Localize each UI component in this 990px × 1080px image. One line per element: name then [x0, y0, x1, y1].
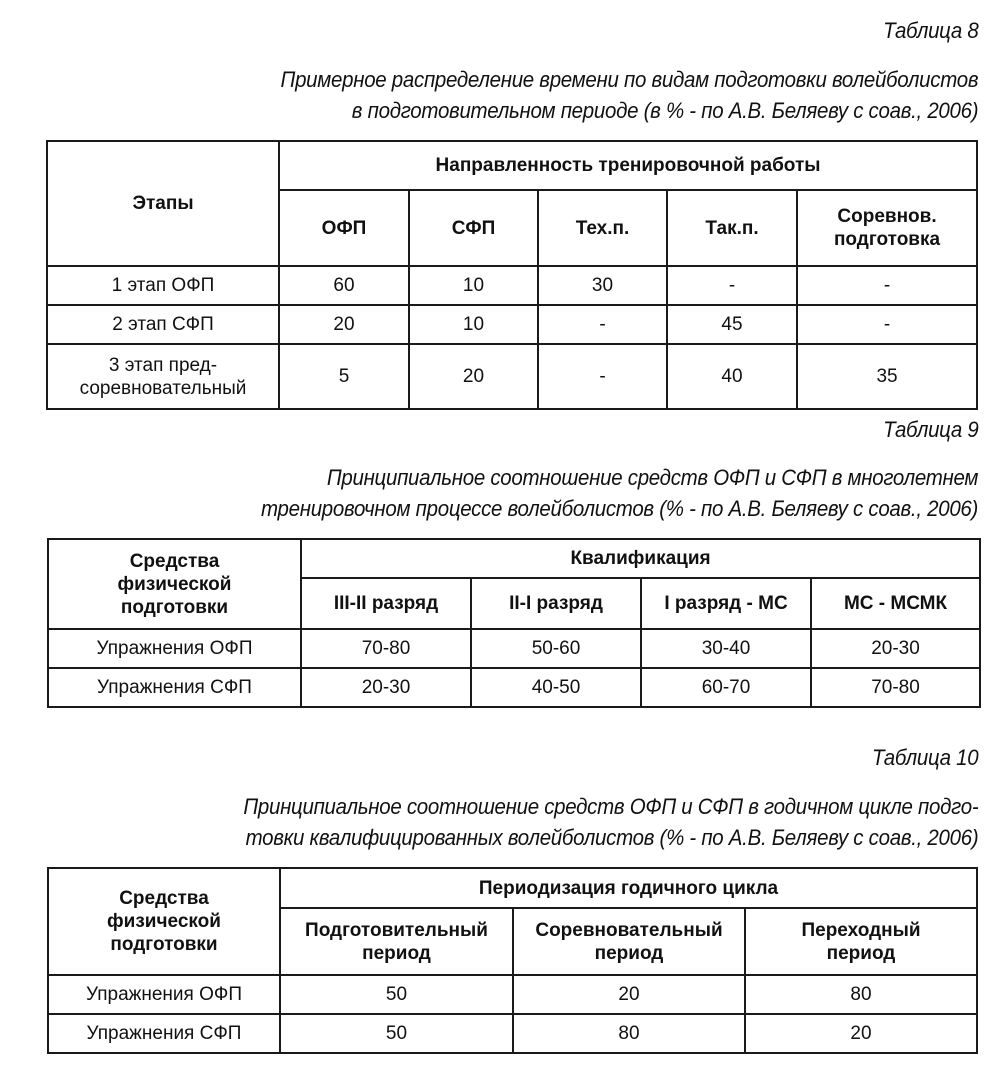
cell: 35: [797, 344, 977, 409]
cell: 70-80: [301, 629, 471, 668]
table-8-label: Таблица 8: [882, 18, 978, 43]
row-label-text: 3 этап пред-: [108, 354, 218, 376]
cell: 10: [409, 305, 538, 344]
row-header-text: физической: [107, 911, 221, 932]
cell: 5: [279, 344, 409, 409]
cell: 50: [280, 975, 513, 1014]
row-header-stages: Этапы: [47, 141, 279, 266]
cell: 60: [279, 266, 409, 305]
column-header: [513, 908, 745, 975]
column-header: [745, 908, 977, 975]
row-label: [47, 344, 279, 409]
column-header-text: подготовка: [833, 229, 941, 250]
column-header-text: Подготовительный: [305, 919, 488, 941]
cell: -: [667, 266, 797, 305]
group-header-qualification: Квалификация: [301, 539, 980, 578]
cell: 40-50: [471, 668, 641, 707]
cell: 10: [409, 266, 538, 305]
row-label: Упражнения ОФП: [48, 975, 280, 1014]
table-9-title-line: Принципиальное соотношение средств ОФП и СФП в многолетнем: [326, 465, 979, 490]
column-header: II-I разряд: [471, 578, 641, 629]
table-9: [47, 538, 981, 708]
table-10-title-line: Принципиальное соотношение средств ОФП и СФП в годичном цикле подго-: [242, 794, 978, 819]
group-header-annual-cycle: Периодизация годичного цикла: [280, 868, 977, 908]
table-8-title-line: в подготовительном периоде (в % - по А.В. Беляеву с соав., 2006): [351, 98, 978, 123]
cell: 20: [279, 305, 409, 344]
column-header-text: период: [362, 942, 431, 964]
cell: -: [797, 305, 977, 344]
cell: 20: [745, 1014, 977, 1053]
cell: -: [538, 305, 667, 344]
table-10-title: [243, 791, 978, 853]
cell: 30-40: [641, 629, 811, 668]
cell: 20: [409, 344, 538, 409]
row-label: 1 этап ОФП: [47, 266, 279, 305]
table-row: [48, 975, 977, 1014]
row-header-text: Средства: [119, 888, 209, 909]
cell: 70-80: [811, 668, 980, 707]
cell: 20: [513, 975, 745, 1014]
table-9-title-line: тренировочном процессе волейболистов (% - по А.В. Беляеву с соав., 2006): [260, 496, 978, 521]
column-header-text: Переходный: [801, 919, 921, 941]
table-10-label: Таблица 10: [871, 745, 978, 770]
column-header-text: Соревнов.: [837, 206, 937, 227]
cell: 20-30: [811, 629, 980, 668]
table-10-title-line: товки квалифицированных волейболистов (% - по А.В. Беляеву с соав., 2006): [245, 825, 978, 850]
row-header-text: подготовки: [120, 596, 229, 618]
cell: 60-70: [641, 668, 811, 707]
table-row: [48, 629, 980, 668]
group-header-training-focus: Направленность тренировочной работы: [279, 141, 977, 190]
column-header-text: Тех.п.: [575, 217, 630, 239]
cell: 20-30: [301, 668, 471, 707]
row-label: Упражнения СФП: [48, 668, 301, 707]
table-8-title: [280, 64, 978, 126]
column-header-text: период: [594, 942, 664, 964]
cell: 50-60: [471, 629, 641, 668]
table-row: [47, 266, 977, 305]
table-10: [47, 867, 978, 1054]
cell: 50: [280, 1014, 513, 1053]
table-row: [48, 668, 980, 707]
row-header-text: подготовки: [110, 934, 218, 955]
row-header-text: физической: [117, 573, 232, 595]
column-header: III-II разряд: [301, 578, 471, 629]
row-label: 2 этап СФП: [47, 305, 279, 344]
table-9-label: Таблица 9: [882, 417, 978, 442]
cell: 80: [513, 1014, 745, 1053]
cell: -: [797, 266, 977, 305]
row-header-means: [48, 539, 301, 629]
row-header-text: Средства: [129, 550, 220, 572]
table-row: [47, 344, 977, 409]
column-header-text: Так.п.: [705, 217, 759, 239]
table-8-title-line: Примерное распределение времени по видам подготовки волейболистов: [280, 67, 978, 92]
row-label-text: соревновательный: [79, 377, 247, 399]
table-9-title: [261, 462, 978, 524]
column-header: [280, 908, 513, 975]
cell: 30: [538, 266, 667, 305]
column-header-text: Соревновательный: [535, 919, 723, 941]
cell: 40: [667, 344, 797, 409]
cell: -: [538, 344, 667, 409]
column-header: [409, 190, 538, 266]
column-header: I разряд - МС: [641, 578, 811, 629]
column-header: [279, 190, 409, 266]
row-label: Упражнения СФП: [48, 1014, 280, 1053]
cell: 80: [745, 975, 977, 1014]
column-header-text: период: [826, 942, 896, 964]
cell: 45: [667, 305, 797, 344]
column-header: [797, 190, 977, 266]
column-header-text: СФП: [451, 217, 496, 239]
row-header-means: [48, 868, 280, 975]
table-row: [47, 305, 977, 344]
row-label: Упражнения ОФП: [48, 629, 301, 668]
table-row: [48, 1014, 977, 1053]
column-header: МС - МСМК: [811, 578, 980, 629]
column-header-text: ОФП: [321, 217, 367, 239]
column-header: [667, 190, 797, 266]
table-8: [46, 140, 978, 410]
column-header: [538, 190, 667, 266]
